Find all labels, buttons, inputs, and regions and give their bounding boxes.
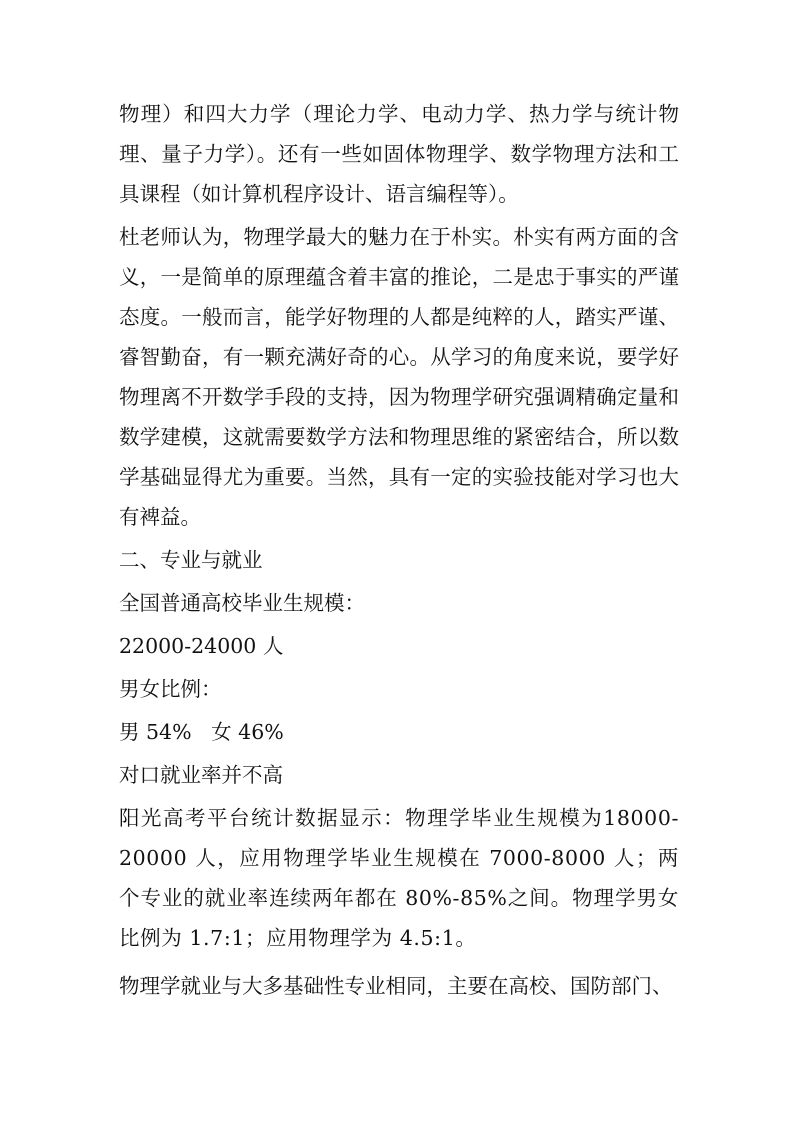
section-heading: 二、专业与就业 [119,548,263,572]
graduate-scale-label: 全国普通高校毕业生规模： [119,591,365,615]
paragraph-curriculum-continuation: 物理）和四大力学（理论力学、电动力学、热力学与统计物理、量子力学）。还有一些如固体物理学、数学物理方法和工具课程（如计算机程序设计、语言编程等）。 [119,102,679,206]
graduate-scale-value: 22000-24000 人 [119,634,284,658]
paragraph-statistics: 阳光高考平台统计数据显示：物理学毕业生规模为18000-20000 人，应用物理学毕业生规模在 7000-8000 人；两个专业的就业率连续两年都在 80%-85%之间。物理学男女比例为 1.7:1；应用物理学为 4.5:1。 [119,806,679,950]
paragraph-employment: 物理学就业与大多基础性专业相同，主要在高校、国防部门、 [119,974,673,998]
document-body [119,94,679,1006]
employment-note: 对口就业率并不高 [119,763,283,787]
paragraph-teacher-view: 杜老师认为，物理学最大的魅力在于朴实。朴实有两方面的含义，一是简单的原理蕴含着丰富的推论，二是忠于事实的严谨态度。一般而言，能学好物理的人都是纯粹的人，踏实严谨、睿智勤奋，有一颗充满好奇的心。从学习的角度来说，要学好物理离不开数学手段的支持，因为物理学研究强调精确定量和数学建模，这就需要数学方法和物理思维的紧密结合，所以数学基础显得尤为重要。当然，具有一定的实验技能对学习也大有裨益。 [119,225,679,529]
gender-ratio-value: 男 54% 女 46% [119,720,284,744]
gender-ratio-label: 男女比例： [119,677,222,701]
